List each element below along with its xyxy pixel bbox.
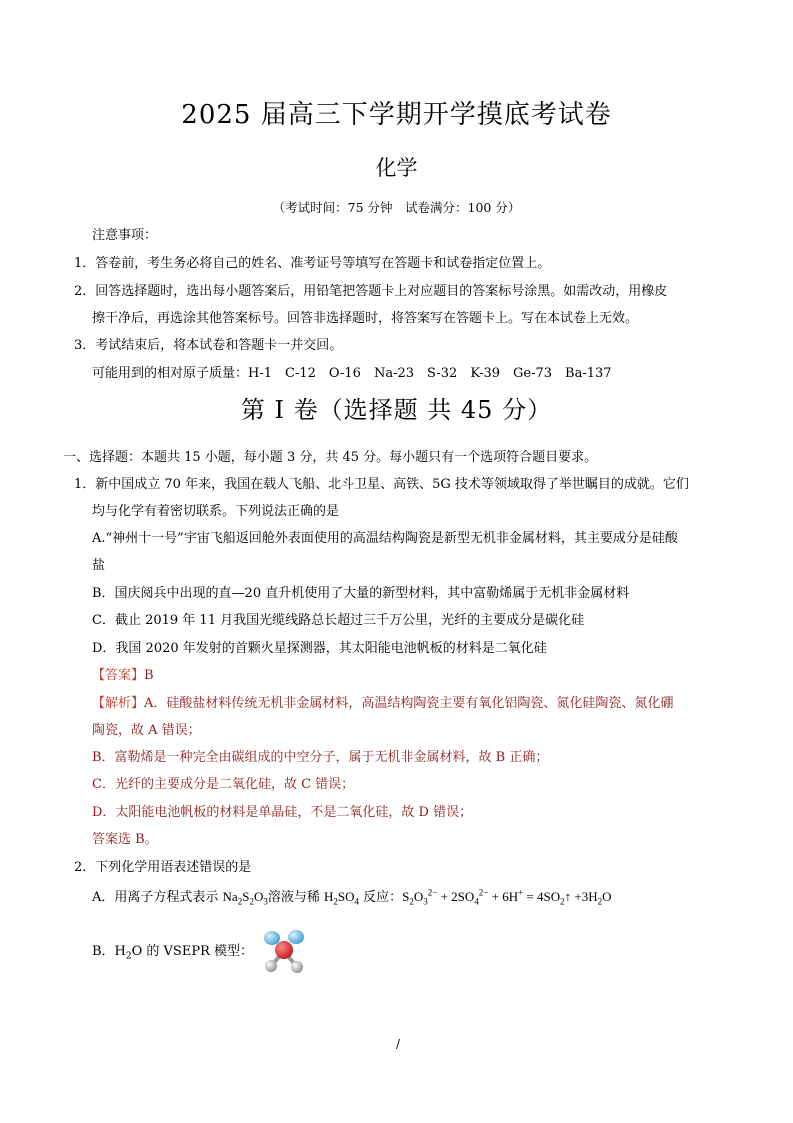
- q2-option-a: [92, 888, 612, 907]
- section-instructions: 一、选择题：本题共 15 小题，每小题 3 分，共 45 分。每小题只有一个选项符合题目要求。: [63, 450, 598, 465]
- q1-option-c: C．截止 2019 年 11 月我国光缆线路总长超过三千万公里，光纤的主要成分是碳化硅: [92, 613, 585, 628]
- notice-item-2: 2．回答选择题时，选出每小题答案后，用铅笔把答题卡上对应题目的答案标号涂黑。如需改动，用橡皮: [74, 284, 668, 299]
- subject-title: 化学: [375, 156, 418, 180]
- q1-analysis-line2: 陶瓷，故 A 错误；: [92, 723, 201, 738]
- q2-stem: 2．下列化学用语表述错误的是: [74, 860, 252, 875]
- lone-pair-left: [264, 931, 280, 945]
- q1-analysis-line5: D．太阳能电池帆板的材料是单晶硅，不是二氧化硅，故 D 错误；: [92, 805, 473, 820]
- q1-option-a-line1: A.“神州十一号”宇宙飞船返回舱外表面使用的高温结构陶瓷是新型无机非金属材料，其主要成分是硅酸: [92, 531, 678, 546]
- notice-item-3: 3．考试结束后，将本试卷和答题卡一并交回。: [74, 338, 343, 353]
- hydrogen-atom-right: [291, 961, 303, 973]
- ionic-equation: $S_2O_3^{2-} + 2SO_4^{2-} + 6H^+$ = $4SO_2↑ +3H_2O$: [402, 887, 612, 907]
- page-mark: /: [396, 1037, 401, 1051]
- analysis-label: 【解析】: [92, 696, 145, 711]
- q1-stem-line2: 均与化学有着密切联系。下列说法正确的是: [92, 504, 340, 519]
- q2-option-b: B．$H_2O$ 的 VSEPR 模型：: [92, 944, 253, 962]
- notice-heading: 注意事项：: [92, 228, 158, 243]
- formula-h2so4: $H_2SO_4$: [323, 889, 359, 907]
- hydrogen-atom-left: [265, 960, 277, 972]
- q1-option-d: D．我国 2020 年发射的首颗火星探测器，其太阳能电池帆板的材料是二氧化硅: [92, 641, 547, 656]
- q1-analysis-line4: C．光纤的主要成分是二氧化硅，故 C 错误；: [92, 777, 355, 792]
- q1-conclusion: 答案选 B。: [92, 832, 158, 847]
- oxygen-atom: [275, 941, 293, 959]
- q1-option-a-line2: 盐: [92, 558, 106, 573]
- notice-item-1: 1．答卷前，考生务必将自己的姓名、准考证号等填写在答题卡和试卷指定位置上。: [74, 256, 551, 271]
- q1-analysis-line1: [92, 695, 673, 713]
- q1-stem-line1: 1．新中国成立 70 年来，我国在载人飞船、北斗卫星、高铁、5G 技术等领域取得了举世瞩目的成就。它们: [74, 477, 689, 492]
- q2-option-a-mid: 溶液与稀: [267, 890, 324, 905]
- q1-option-b: B．国庆阅兵中出现的直—20 直升机使用了大量的新型材料，其中富勒烯属于无机非金属材料: [92, 586, 630, 601]
- answer-value: B: [144, 668, 154, 683]
- q1-answer: [92, 667, 154, 685]
- q1-analysis-line3: B．富勒烯是一种完全由碳组成的中空分子，属于无机非金属材料，故 B 正确；: [92, 750, 549, 765]
- atomic-masses: 可能用到的相对原子质量：H-1 C-12 O-16 Na-23 S-32 K-39 Ge-73 Ba-137: [92, 366, 612, 381]
- answer-label: 【答案】: [92, 668, 145, 683]
- exam-info: （考试时间：75 分钟 试卷满分：100 分）: [272, 200, 521, 215]
- analysis-text-1: A．硅酸盐材料传统无机非金属材料，高温结构陶瓷主要有氧化铝陶瓷、氮化硅陶瓷、氮化硼: [144, 696, 674, 711]
- section-title: 第 I 卷（选择题 共 45 分）: [240, 396, 553, 424]
- vsepr-model-image: [258, 925, 310, 977]
- formula-na2s2o3: $Na_2S_2O_3$: [222, 889, 268, 907]
- exam-title: 2025 届高三下学期开学摸底考试卷: [181, 100, 612, 130]
- q2-option-a-prefix: A．用离子方程式表示: [92, 890, 223, 905]
- q2-option-a-after: 反应：: [358, 890, 403, 905]
- notice-item-2-cont: 擦干净后，再选涂其他答案标号。回答非选择题时，将答案写在答题卡上。写在本试卷上无效。: [92, 311, 639, 326]
- lone-pair-right: [288, 930, 304, 944]
